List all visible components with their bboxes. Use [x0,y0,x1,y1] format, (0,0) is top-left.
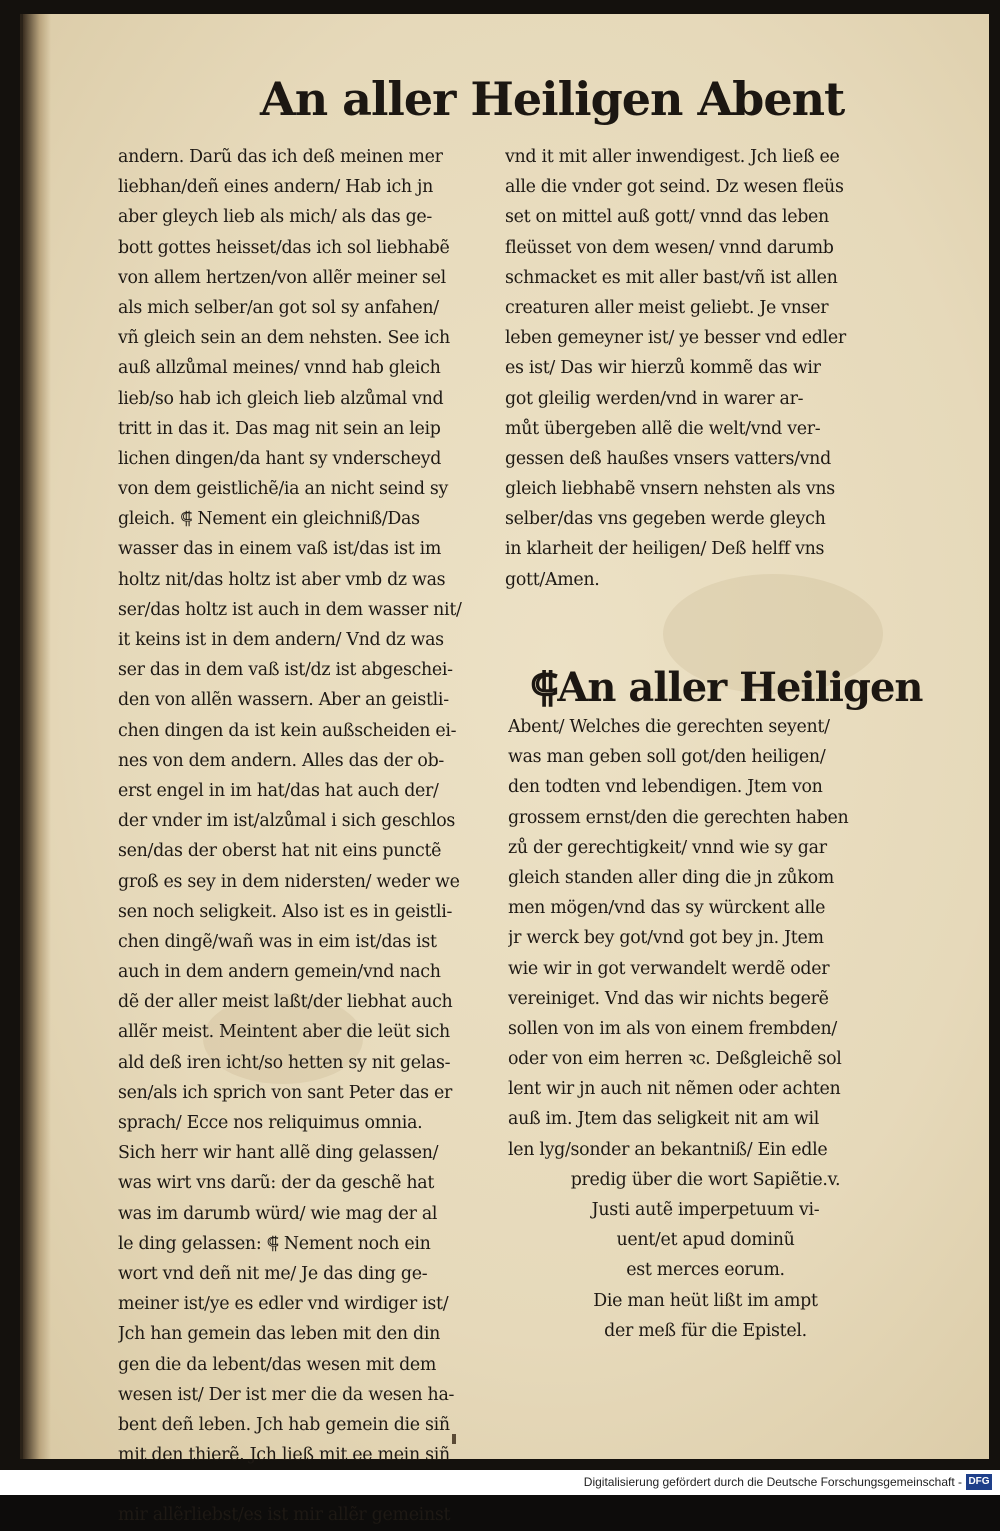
text-line: sen/das der oberst hat nit eins punctẽ [118,841,442,862]
rubric-line: uent/et apud dominũ [616,1230,795,1251]
text-line: andern. Darũ das ich deß meinen mer [118,147,443,167]
text-line: tritt in das it. Das mag nit sein an leip [118,418,441,439]
text-line: nes von dem andern. Alles das der ob- [118,750,444,771]
text-line: von allem hertzen/von allẽr meiner sel [118,267,446,288]
text-line: dẽ der aller meist laßt/der liebhat auch [118,992,453,1013]
text-line: in klarheit der heiligen/ Deß helff vns [505,539,825,560]
text-line: schmacket es mit aller bast/vñ ist allen [505,267,838,288]
text-line: allẽr meist. Meintent aber die leüt sich [118,1022,450,1043]
text-line: was man geben soll got/den heiligen/ [508,747,826,768]
text-line: selber/das vns gegeben werde gleych [505,509,826,530]
text-line: holtz nit/das holtz ist aber vmb dz was [118,569,446,590]
rubric-line: est merces eorum. [626,1260,785,1281]
text-line: můt übergeben allẽ die welt/vnd ver- [505,418,821,439]
text-line: erst engel in im hat/das hat auch der/ [118,780,439,801]
text-line: oder von eim herren ꝛc. Deßgleichẽ sol [508,1049,842,1070]
text-line: der vnder im ist/alzůmal i sich geschlos [118,811,456,832]
section-heading: ⸿An aller Heiligen [530,664,923,711]
text-line: was wirt vns darũ: der da geschẽ hat [118,1173,435,1194]
text-line: gleich. ⸿ Nement ein gleichniß/Das [118,509,420,530]
text-line: gleich standen aller ding die jn zůkom [508,867,834,888]
text-line: gleich liebhabẽ vnsern nehsten als vns [505,479,835,500]
text-line: sprach/ Ecce nos reliquimus omnia. [118,1113,423,1133]
text-line: den von allẽn wassern. Aber an geistli- [118,690,449,711]
text-line: als mich selber/an got sol sy anfahen/ [118,297,439,318]
text-line: es ist/ Das wir hierzů kommẽ das wir [505,358,821,379]
text-line: vñ gleich sein an dem nehsten. See ich [118,328,450,349]
text-line: auch in dem andern gemein/vnd nach [118,962,441,983]
text-line: wesen ist/ Der ist mer die da wesen ha- [118,1384,455,1405]
text-line: leben gemeyner ist/ ye besser vnd edler [505,328,846,349]
text-line: wort vnd deñ nit me/ Je das ding ge- [118,1263,428,1284]
text-line: was im darumb würd/ wie mag der al [118,1203,438,1224]
text-line: chen dingẽ/wañ was in eim ist/das ist [118,931,437,952]
text-line: grossem ernst/den die gerechten haben [508,807,849,828]
text-line: got gleilig werden/vnd in warer ar- [505,388,804,409]
text-line: gessen deß haußes vnsers vatters/vnd [505,448,831,469]
rubric-line: predig über die wort Sapiẽtie.v. [570,1169,841,1190]
footer-credit: Digitalisierung gefördert durch die Deutsche Forschungsgemeinschaft - [583,1475,962,1489]
footer-bar [0,1470,1000,1495]
text-line: alle die vnder got seind. Dz wesen fleüs [505,177,844,198]
text-line: fleüsset von dem wesen/ vnnd darumb [505,237,834,258]
text-line: sollen von im als von einem frembden/ [508,1018,837,1039]
dfg-logo: DFG [966,1474,992,1490]
text-line: gott/Amen. [505,569,600,590]
text-line: gen die da lebent/das wesen mit dem [118,1354,437,1375]
text-line: jr werck bey got/vnd got bey jn. Jtem [508,928,824,949]
text-line: bott gottes heisset/das ich sol liebhabẽ [118,237,450,258]
text-line: auß im. Jtem das seligkeit nit am wil [508,1109,820,1130]
text-line: lent wir jn auch nit nẽmen oder achten [508,1079,841,1100]
text-line: ald deß iren icht/so hetten sy nit gelas- [118,1052,451,1073]
text-line: creaturen aller meist geliebt. Je vnser [505,297,829,318]
text-line: Jch han gemein das leben mit den din [118,1324,441,1345]
section-body [508,712,903,1346]
text-line: set on mittel auß gott/ vnnd das leben [505,207,829,228]
text-line: wie wir in got verwandelt werdẽ oder [508,958,830,979]
text-line: vnd it mit aller inwendigest. Jch ließ ee [505,147,840,167]
text-line: mit den thierẽ. Jch ließ mit ee mein siñ [118,1445,450,1466]
text-line: von dem geistlichẽ/ia an nicht seind sy [118,479,449,500]
rubric-line: der meß für die Epistel. [604,1320,807,1341]
text-line: ser das in dem vaß ist/dz ist abgeschei- [118,660,453,681]
centered-rubric [508,1165,903,1346]
text-line: Abent/ Welches die gerechten seyent/ [508,717,830,737]
text-line: sen noch seligkeit. Also ist es in geistli- [118,901,453,922]
text-line: sen/als ich sprich von sant Peter das er [118,1082,453,1103]
rubric-line: Die man heüt lißt im ampt [593,1290,818,1311]
left-text-column [118,142,508,1531]
text-line: meiner ist/ye es edler vnd wirdiger ist/ [118,1294,449,1315]
text-line: mir allẽrliebst/es ist mir allẽr gemeinst [118,1505,451,1526]
text-line: vereiniget. Vnd das wir nichts begerẽ [508,988,829,1009]
running-head: An aller Heiligen Abent [260,72,845,126]
text-line: den todten vnd lebendigen. Jtem von [508,777,823,798]
text-line: it keins ist in dem andern/ Vnd dz was [118,630,444,650]
text-line: men mögen/vnd das sy würckent alle [508,898,826,919]
text-line: aber gleych lieb als mich/ als das ge- [118,207,432,228]
text-line: ser/das holtz ist auch in dem wasser nit/ [118,599,462,620]
text-line: bent deñ leben. Jch hab gemein die siñ [118,1414,450,1435]
text-line: le ding gelassen: ⸿ Nement noch ein [118,1233,431,1254]
text-line: auß allzůmal meines/ vnnd hab gleich [118,358,441,379]
rubric-line: Justi autẽ imperpetuum vi- [591,1200,820,1220]
right-text-column [505,142,900,595]
text-line: liebhan/deñ eines andern/ Hab ich jn [118,177,434,198]
text-line: lieb/so hab ich gleich lieb alzůmal vnd [118,388,444,409]
text-line: Sich herr wir hant allẽ ding gelassen/ [118,1143,439,1164]
text-line: lichen dingen/da hant sy vnderscheyd [118,448,442,469]
text-line: len lyg/sonder an bekantniß/ Ein edle [508,1139,828,1160]
text-line: groß es sey in dem nidersten/ weder we [118,871,460,892]
page-gutter [23,14,51,1459]
signature-mark [452,1434,456,1444]
text-line: wasser das in einem vaß ist/das ist im [118,539,442,560]
text-line: chen dingen da ist kein außscheiden ei- [118,720,457,741]
text-line: zů der gerechtigkeit/ vnnd wie sy gar [508,837,827,858]
